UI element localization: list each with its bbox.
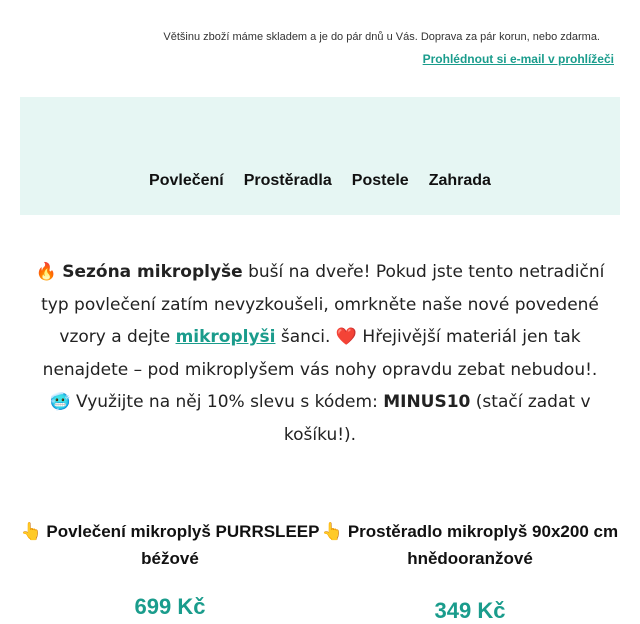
product-price: 699 Kč [134,594,206,619]
fire-icon: 🔥 [35,262,57,282]
preheader-text: Většinu zboží máme skladem a je do pár dnů u Vás. Doprava za pár korun, nebo zdarma. [163,31,600,43]
product-card[interactable] [20,518,320,620]
menu-item-povleceni[interactable]: Povlečení [149,172,224,189]
intro-text-2: šanci. [275,327,336,348]
intro-text-5: (stačí zadat v košíku!). [283,392,591,445]
heart-icon: ❤️ [335,327,358,348]
discount-code: MINUS10 [383,392,471,413]
intro-text-3: Hřejivější materiál jen tak nenajdete – pod mikroplyšem vás nohy opravdu zebat nebudou!. [42,327,598,380]
product-card[interactable] [320,518,620,624]
product-title-text: Prostěradlo mikroplyš 90x200 cm hnědooranžové [347,522,619,568]
intro-text-1: buší na dveře! Pokud jste tento netradiční typ povlečení zatím nevyzkoušeli, omrkněte naše nové povedené vzory a dejte [41,262,605,348]
cold-face-icon: 🥶 [49,392,71,413]
product-title[interactable] [320,518,620,572]
menu-item-postele[interactable]: Postele [351,172,409,189]
menu-band [20,97,620,215]
product-title-text: Povlečení mikroplyš PURRSLEEP béžové [46,522,320,568]
view-in-browser-link[interactable]: Prohlédnout si e-mail v prohlížeči [422,52,614,66]
main-menu [20,172,620,190]
mikroplys-link[interactable]: mikroplyši [175,327,276,348]
menu-item-zahrada[interactable]: Zahrada [428,172,491,189]
menu-item-prosteradla[interactable]: Prostěradla [243,172,332,189]
pointing-hand-icon: 👆 [20,522,42,541]
product-title[interactable] [20,518,320,572]
season-bold-text: Sezóna mikroplyše [62,262,243,282]
intro-text-4: Využijte na něj 10% slevu s kódem: [70,392,384,413]
product-price: 349 Kč [434,598,506,623]
pointing-hand-icon: 👆 [321,522,344,541]
intro-paragraph [30,256,610,452]
